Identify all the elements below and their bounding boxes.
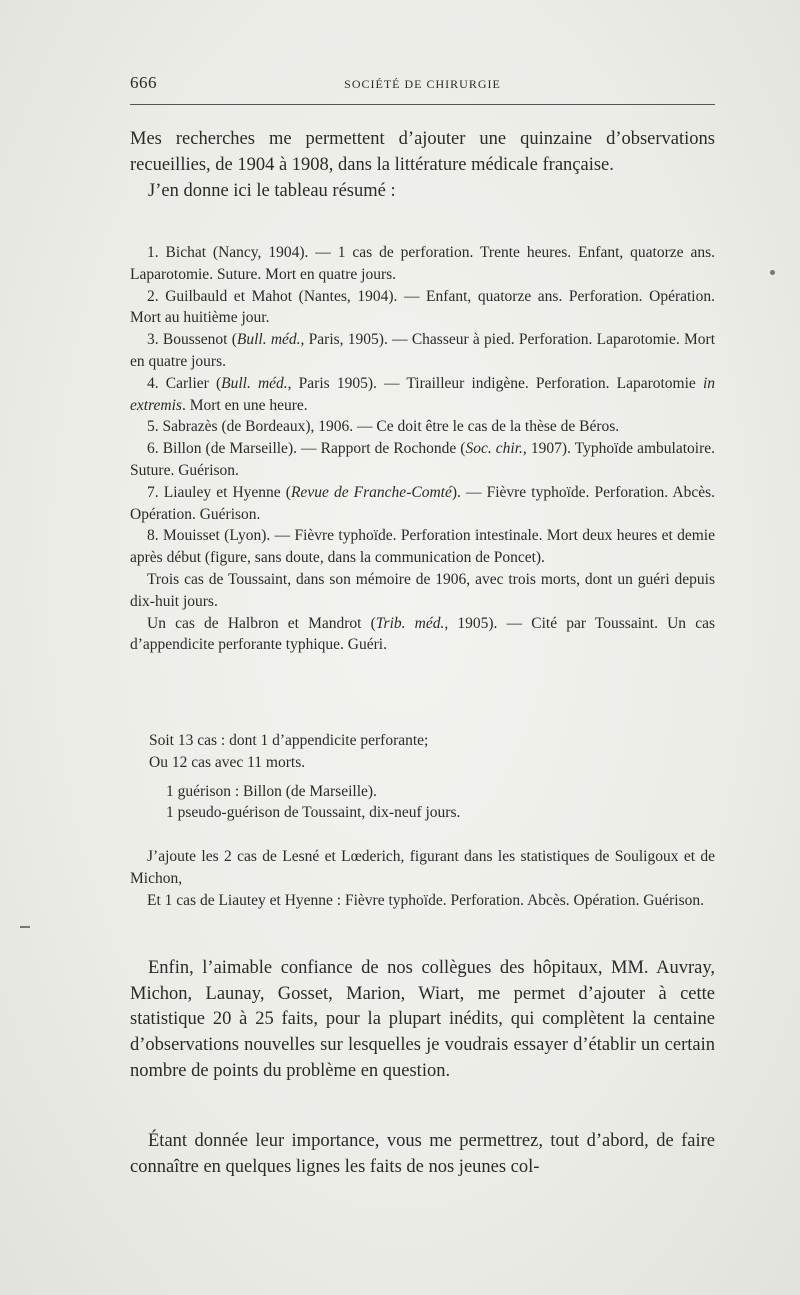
- summary-line: Soit 13 cas : dont 1 d’appendicite perforante;: [149, 732, 429, 749]
- addenda-paragraph: J’ajoute les 2 cas de Lesné et Lœderich, figurant dans les statistiques de Souligoux et de Michon,: [130, 848, 715, 887]
- final-paragraph: [130, 1129, 715, 1180]
- header-rule: [130, 104, 715, 105]
- case-entry: 5. Sabrazès (de Bordeaux), 1906. — Ce doit être le cas de la thèse de Béros.: [147, 418, 620, 436]
- case-text: 3. Boussenot (: [147, 331, 237, 349]
- intro-paragraph: J’en donne ici le tableau résumé :: [148, 181, 396, 201]
- case-text: Un cas de Halbron et Mandrot (: [147, 614, 376, 632]
- latin-phrase: in extremis: [130, 374, 715, 414]
- case-entry: [130, 329, 715, 373]
- case-text: . Mort en une heure.: [181, 396, 308, 414]
- case-entry: 1. Bichat (Nancy, 1904). — 1 cas de perforation. Trente heures. Enfant, quatorze ans. Laparotomie. Suture. Mort en quatre jours.: [130, 244, 715, 283]
- case-entry: 8. Mouisset (Lyon). — Fièvre typhoïde. Perforation intestinale. Mort deux heures et demie après début (figure, sans doute, dans la communication de Poncet).: [130, 527, 715, 567]
- closing-paragraph: [130, 956, 715, 1085]
- case-entry: [130, 613, 715, 657]
- addenda-paragraph: Et 1 cas de Liautey et Hyenne : Fièvre typhoïde. Perforation. Abcès. Opération. Guérison.: [147, 891, 704, 909]
- summary-line: Ou 12 cas avec 11 morts.: [149, 753, 306, 771]
- body-paragraph: Étant donnée leur importance, vous me permettrez, tout d’abord, de faire connaître en quelques lignes les faits de nos jeunes col-: [130, 1131, 715, 1177]
- intro-paragraph: Mes recherches me permettent d’ajouter une quinzaine d’observations recueillies, de 1904 à 1908, dans la littérature médicale française.: [130, 129, 715, 175]
- page-number: 666: [130, 73, 157, 92]
- case-text: , Paris 1905). — Tirailleur indigène. Perforation. Laparotomie: [287, 374, 703, 392]
- journal-title: Soc. chir.: [465, 440, 523, 458]
- running-title: SOCIÉTÉ DE CHIRURGIE: [344, 77, 501, 91]
- body-paragraph: Enfin, l’aimable confiance de nos collègues des hôpitaux, MM. Auvray, Michon, Launay, Gosset, Marion, Wiart, me permet d’ajouter à cette statistique 20 à 25 faits, pour la plupart inédits, qui complètent la centaine d’observations nouvelles sur lesquelles je voudrais essayer d’établir un certain nombre de points du problème en question.: [130, 958, 715, 1081]
- case-text: , 1905). — Cité par Toussaint. Un cas d’appendicite perforante typhique. Guéri.: [130, 614, 715, 654]
- case-entry: [130, 438, 715, 482]
- summary-line: 1 pseudo-guérison de Toussaint, dix-neuf jours.: [166, 804, 461, 822]
- journal-title: Bull. méd.: [221, 374, 288, 392]
- case-entry: [130, 482, 715, 526]
- journal-title: Revue de Franche-Comté: [290, 483, 452, 501]
- journal-title: Trib. méd.: [375, 614, 445, 632]
- case-text: 6. Billon (de Marseille). — Rapport de Rochonde (: [147, 440, 466, 458]
- intro-section: [130, 126, 715, 204]
- case-text: 7. Liauley et Hyenne (: [147, 483, 291, 501]
- case-entry: [130, 373, 715, 417]
- addenda-section: [130, 846, 715, 911]
- page-header: [130, 73, 715, 97]
- case-text: 4. Carlier (: [147, 374, 222, 392]
- case-summary: [130, 730, 715, 824]
- case-text: , Paris, 1905). — Chasseur à pied. Perforation. Laparotomie. Mort en quatre jours.: [130, 331, 715, 370]
- case-text: ). — Fièvre typhoïde. Perforation. Abcès. Opération. Guérison.: [130, 483, 715, 523]
- case-entry: Trois cas de Toussaint, dans son mémoire de 1906, avec trois morts, dont un guéri depuis dix-huit jours.: [130, 570, 715, 610]
- margin-mark: [20, 926, 30, 928]
- summary-line: 1 guérison : Billon (de Marseille).: [166, 782, 377, 800]
- case-list: [130, 242, 715, 656]
- margin-speck: [770, 270, 775, 275]
- case-text: , 1907). Typhoïde ambulatoire. Suture. Guérison.: [130, 440, 715, 479]
- journal-title: Bull. méd.: [236, 331, 301, 349]
- case-entry: 2. Guilbauld et Mahot (Nantes, 1904). — Enfant, quatorze ans. Perforation. Opération. Mort au huitième jour.: [130, 287, 715, 327]
